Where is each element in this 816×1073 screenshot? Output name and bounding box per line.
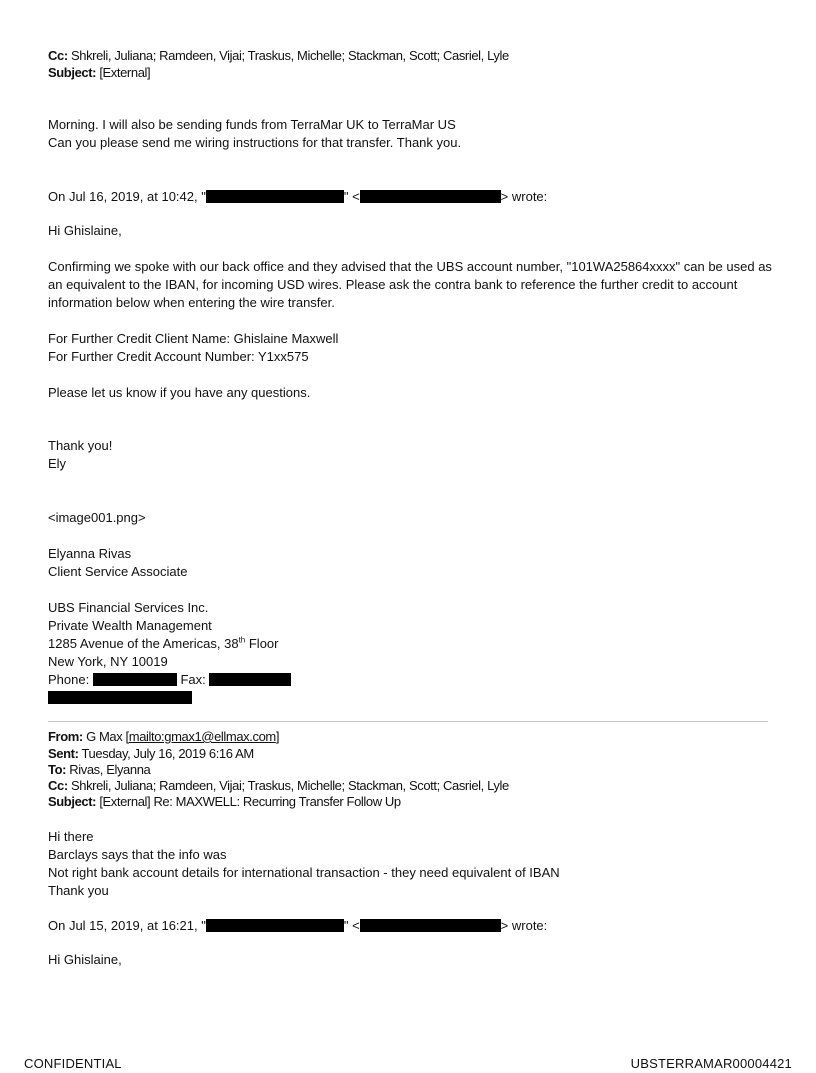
signature-redacted-line (48, 689, 778, 707)
greeting: Hi Ghislaine, (48, 223, 122, 238)
subject-line: Subject: [External] (48, 65, 151, 80)
bates-number: UBSTERRAMAR00004421 (630, 1056, 792, 1071)
from-line: From: G Max [mailto:gmax1@ellmax.com] (48, 729, 280, 744)
quote-attribution-2: On Jul 15, 2019, at 16:21, " " < > wrote: (48, 918, 548, 933)
redaction-box (209, 673, 291, 686)
credit-account-number: For Further Credit Account Number: Y1xx575 (48, 349, 309, 364)
to-line: To: Rivas, Elyanna (48, 762, 151, 777)
redaction-box (206, 190, 344, 203)
subject-value: [External] (99, 65, 151, 80)
forwarded-line-2: Barclays says that the info was (48, 847, 227, 862)
redaction-box (48, 691, 192, 704)
forwarded-line-1: Hi there (48, 829, 94, 844)
signature-name: Elyanna Rivas (48, 546, 132, 561)
quote-attribution-1: On Jul 16, 2019, at 10:42, " " < > wrote: (48, 189, 548, 204)
confidential-label: CONFIDENTIAL (24, 1056, 122, 1071)
message-divider (48, 721, 768, 722)
reply-line-1: Morning. I will also be sending funds from TerraMar UK to TerraMar US (48, 117, 456, 132)
forwarded-subject-line: Subject: [External] Re: MAXWELL: Recurring Transfer Follow Up (48, 794, 401, 809)
forwarded-cc-line: Cc: Shkreli, Juliana; Ramdeen, Vijai; Traskus, Michelle; Stackman, Scott; Casriel, Lyle (48, 778, 509, 793)
image-placeholder: <image001.png> (48, 510, 146, 525)
thanks-line: Thank you! (48, 438, 113, 453)
questions-line: Please let us know if you have any questions. (48, 385, 311, 400)
sign-name: Ely (48, 456, 67, 471)
credit-client-name: For Further Credit Client Name: Ghislaine Maxwell (48, 331, 339, 346)
signature-city: New York, NY 10019 (48, 654, 168, 669)
sent-line: Sent: Tuesday, July 16, 2019 6:16 AM (48, 746, 254, 761)
forwarded-line-3: Not right bank account details for international transaction - they need equivalent of IBAN (48, 865, 560, 880)
cc-line: Cc: Shkreli, Juliana; Ramdeen, Vijai; Traskus, Michelle; Stackman, Scott; Casriel, Lyle (48, 48, 509, 63)
redaction-box (206, 919, 344, 932)
cc-recipients: Shkreli, Juliana; Ramdeen, Vijai; Traskus, Michelle; Stackman, Scott; Casriel, Lyle (70, 48, 509, 63)
signature-phone-fax: Phone: Fax: (48, 671, 778, 689)
reply-line-2: Can you please send me wiring instructions for that transfer. Thank you. (48, 135, 462, 150)
signature-address: 1285 Avenue of the Americas, 38th Floor (48, 635, 279, 651)
signature-company: UBS Financial Services Inc. (48, 600, 209, 615)
redaction-box (360, 190, 501, 203)
greeting-2: Hi Ghislaine, (48, 952, 122, 967)
sender-email-link[interactable]: mailto:gmax1@ellmax.com (128, 729, 276, 744)
redaction-box (360, 919, 501, 932)
signature-title: Client Service Associate (48, 564, 188, 579)
signature-division: Private Wealth Management (48, 618, 212, 633)
redaction-box (93, 673, 177, 686)
forwarded-line-4: Thank you (48, 883, 109, 898)
confirmation-paragraph: Confirming we spoke with our back office and they advised that the UBS account number, "101WA25864xxxx" can be used as an equivalent to the IBAN, for incoming USD wires. Please ask the contra bank to reference the further credit to account information below when entering the wire transfer. (48, 259, 772, 310)
